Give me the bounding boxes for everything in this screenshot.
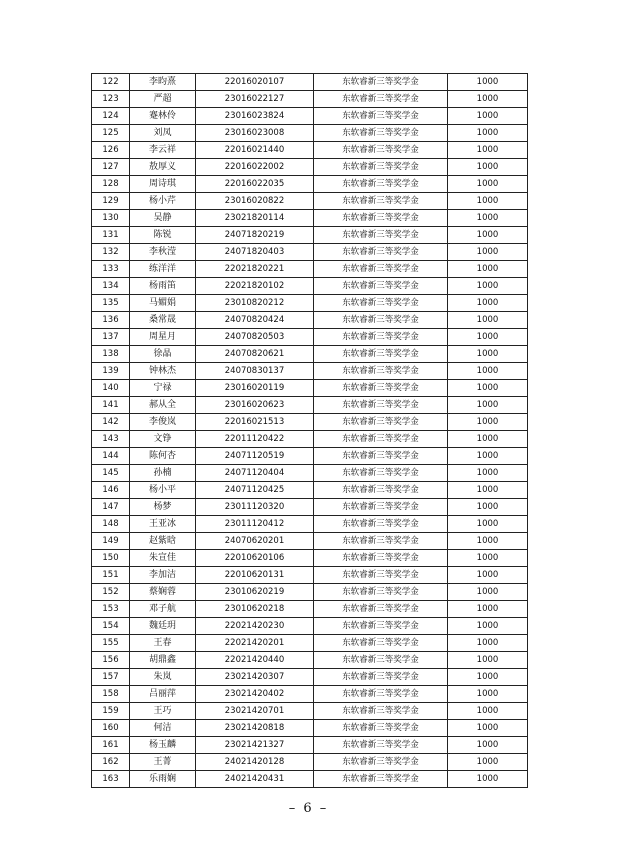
student-id-cell: 23010620218 bbox=[196, 601, 314, 618]
award-name-cell: 东软睿新三等奖学金 bbox=[314, 618, 448, 635]
table-row bbox=[92, 720, 528, 737]
award-name-cell: 东软睿新三等奖学金 bbox=[314, 771, 448, 788]
award-amount-cell: 1000 bbox=[448, 448, 528, 465]
student-name-cell: 桑常晟 bbox=[130, 312, 196, 329]
student-id-cell: 24070820424 bbox=[196, 312, 314, 329]
student-name-cell: 朱岚 bbox=[130, 669, 196, 686]
student-id-cell: 22021820221 bbox=[196, 261, 314, 278]
table-row bbox=[92, 737, 528, 754]
table-row bbox=[92, 193, 528, 210]
student-id-cell: 23011120412 bbox=[196, 516, 314, 533]
table-row bbox=[92, 686, 528, 703]
award-amount-cell: 1000 bbox=[448, 754, 528, 771]
row-number-cell: 159 bbox=[92, 703, 130, 720]
row-number-cell: 125 bbox=[92, 125, 130, 142]
table-row bbox=[92, 533, 528, 550]
row-number-cell: 135 bbox=[92, 295, 130, 312]
award-amount-cell: 1000 bbox=[448, 737, 528, 754]
student-name-cell: 练洋洋 bbox=[130, 261, 196, 278]
student-id-cell: 23016020119 bbox=[196, 380, 314, 397]
award-name-cell: 东软睿新三等奖学金 bbox=[314, 261, 448, 278]
row-number-cell: 129 bbox=[92, 193, 130, 210]
award-amount-cell: 1000 bbox=[448, 397, 528, 414]
award-name-cell: 东软睿新三等奖学金 bbox=[314, 380, 448, 397]
award-amount-cell: 1000 bbox=[448, 346, 528, 363]
award-name-cell: 东软睿新三等奖学金 bbox=[314, 74, 448, 91]
award-name-cell: 东软睿新三等奖学金 bbox=[314, 329, 448, 346]
student-name-cell: 何洁 bbox=[130, 720, 196, 737]
row-number-cell: 144 bbox=[92, 448, 130, 465]
award-amount-cell: 1000 bbox=[448, 550, 528, 567]
student-name-cell: 杨小芹 bbox=[130, 193, 196, 210]
row-number-cell: 138 bbox=[92, 346, 130, 363]
student-id-cell: 23021420818 bbox=[196, 720, 314, 737]
student-id-cell: 23010820212 bbox=[196, 295, 314, 312]
page-number: – 6 – bbox=[288, 801, 329, 816]
student-name-cell: 马媚娟 bbox=[130, 295, 196, 312]
student-id-cell: 23010620219 bbox=[196, 584, 314, 601]
table-row bbox=[92, 108, 528, 125]
table-row bbox=[92, 499, 528, 516]
student-name-cell: 杨雨笛 bbox=[130, 278, 196, 295]
row-number-cell: 128 bbox=[92, 176, 130, 193]
award-name-cell: 东软睿新三等奖学金 bbox=[314, 482, 448, 499]
award-amount-cell: 1000 bbox=[448, 414, 528, 431]
award-amount-cell: 1000 bbox=[448, 771, 528, 788]
row-number-cell: 153 bbox=[92, 601, 130, 618]
student-name-cell: 魏廷玥 bbox=[130, 618, 196, 635]
award-name-cell: 东软睿新三等奖学金 bbox=[314, 448, 448, 465]
table-row bbox=[92, 431, 528, 448]
table-row bbox=[92, 465, 528, 482]
student-id-cell: 24071820219 bbox=[196, 227, 314, 244]
row-number-cell: 132 bbox=[92, 244, 130, 261]
student-id-cell: 23016020623 bbox=[196, 397, 314, 414]
student-name-cell: 蹇林伶 bbox=[130, 108, 196, 125]
table-row bbox=[92, 397, 528, 414]
table-row bbox=[92, 295, 528, 312]
row-number-cell: 139 bbox=[92, 363, 130, 380]
row-number-cell: 162 bbox=[92, 754, 130, 771]
student-name-cell: 李昀熹 bbox=[130, 74, 196, 91]
student-name-cell: 李俊岚 bbox=[130, 414, 196, 431]
student-name-cell: 杨梦 bbox=[130, 499, 196, 516]
table-row bbox=[92, 159, 528, 176]
student-id-cell: 22016021513 bbox=[196, 414, 314, 431]
table-row bbox=[92, 669, 528, 686]
row-number-cell: 137 bbox=[92, 329, 130, 346]
award-name-cell: 东软睿新三等奖学金 bbox=[314, 533, 448, 550]
row-number-cell: 141 bbox=[92, 397, 130, 414]
student-name-cell: 敖厚义 bbox=[130, 159, 196, 176]
award-amount-cell: 1000 bbox=[448, 244, 528, 261]
award-name-cell: 东软睿新三等奖学金 bbox=[314, 567, 448, 584]
student-name-cell: 郝从全 bbox=[130, 397, 196, 414]
award-name-cell: 东软睿新三等奖学金 bbox=[314, 363, 448, 380]
student-name-cell: 严超 bbox=[130, 91, 196, 108]
award-name-cell: 东软睿新三等奖学金 bbox=[314, 550, 448, 567]
student-name-cell: 王春 bbox=[130, 635, 196, 652]
award-name-cell: 东软睿新三等奖学金 bbox=[314, 295, 448, 312]
student-id-cell: 24071820403 bbox=[196, 244, 314, 261]
row-number-cell: 134 bbox=[92, 278, 130, 295]
table-row bbox=[92, 584, 528, 601]
table-row bbox=[92, 550, 528, 567]
student-id-cell: 24070820621 bbox=[196, 346, 314, 363]
student-id-cell: 24070820503 bbox=[196, 329, 314, 346]
award-amount-cell: 1000 bbox=[448, 125, 528, 142]
award-amount-cell: 1000 bbox=[448, 533, 528, 550]
table-row bbox=[92, 74, 528, 91]
student-id-cell: 22010620106 bbox=[196, 550, 314, 567]
table-row bbox=[92, 210, 528, 227]
award-amount-cell: 1000 bbox=[448, 618, 528, 635]
award-name-cell: 东软睿新三等奖学金 bbox=[314, 346, 448, 363]
student-id-cell: 22021820102 bbox=[196, 278, 314, 295]
row-number-cell: 148 bbox=[92, 516, 130, 533]
student-id-cell: 22016021440 bbox=[196, 142, 314, 159]
student-id-cell: 23016023008 bbox=[196, 125, 314, 142]
row-number-cell: 124 bbox=[92, 108, 130, 125]
student-id-cell: 23016023824 bbox=[196, 108, 314, 125]
award-name-cell: 东软睿新三等奖学金 bbox=[314, 159, 448, 176]
student-id-cell: 24070620201 bbox=[196, 533, 314, 550]
row-number-cell: 127 bbox=[92, 159, 130, 176]
award-name-cell: 东软睿新三等奖学金 bbox=[314, 210, 448, 227]
student-id-cell: 24071120404 bbox=[196, 465, 314, 482]
student-name-cell: 杨小平 bbox=[130, 482, 196, 499]
student-name-cell: 杨玉麟 bbox=[130, 737, 196, 754]
student-name-cell: 胡鼎鑫 bbox=[130, 652, 196, 669]
row-number-cell: 160 bbox=[92, 720, 130, 737]
award-name-cell: 东软睿新三等奖学金 bbox=[314, 499, 448, 516]
student-id-cell: 23021420701 bbox=[196, 703, 314, 720]
student-name-cell: 王巧 bbox=[130, 703, 196, 720]
student-name-cell: 朱宣佳 bbox=[130, 550, 196, 567]
award-name-cell: 东软睿新三等奖学金 bbox=[314, 720, 448, 737]
award-name-cell: 东软睿新三等奖学金 bbox=[314, 686, 448, 703]
award-name-cell: 东软睿新三等奖学金 bbox=[314, 737, 448, 754]
award-name-cell: 东软睿新三等奖学金 bbox=[314, 244, 448, 261]
row-number-cell: 142 bbox=[92, 414, 130, 431]
table-row bbox=[92, 244, 528, 261]
table-row bbox=[92, 142, 528, 159]
student-id-cell: 22021420201 bbox=[196, 635, 314, 652]
award-name-cell: 东软睿新三等奖学金 bbox=[314, 652, 448, 669]
student-id-cell: 23016020822 bbox=[196, 193, 314, 210]
table-row bbox=[92, 482, 528, 499]
award-amount-cell: 1000 bbox=[448, 635, 528, 652]
award-name-cell: 东软睿新三等奖学金 bbox=[314, 635, 448, 652]
student-name-cell: 孙楠 bbox=[130, 465, 196, 482]
student-id-cell: 23021420402 bbox=[196, 686, 314, 703]
award-name-cell: 东软睿新三等奖学金 bbox=[314, 754, 448, 771]
student-name-cell: 王菁 bbox=[130, 754, 196, 771]
table-row bbox=[92, 601, 528, 618]
award-amount-cell: 1000 bbox=[448, 703, 528, 720]
row-number-cell: 158 bbox=[92, 686, 130, 703]
award-name-cell: 东软睿新三等奖学金 bbox=[314, 584, 448, 601]
row-number-cell: 126 bbox=[92, 142, 130, 159]
table-row bbox=[92, 380, 528, 397]
award-amount-cell: 1000 bbox=[448, 193, 528, 210]
table-row bbox=[92, 567, 528, 584]
award-name-cell: 东软睿新三等奖学金 bbox=[314, 227, 448, 244]
award-amount-cell: 1000 bbox=[448, 91, 528, 108]
table-row bbox=[92, 448, 528, 465]
award-amount-cell: 1000 bbox=[448, 567, 528, 584]
award-amount-cell: 1000 bbox=[448, 278, 528, 295]
table-row bbox=[92, 771, 528, 788]
award-name-cell: 东软睿新三等奖学金 bbox=[314, 414, 448, 431]
award-amount-cell: 1000 bbox=[448, 74, 528, 91]
student-name-cell: 陈何杏 bbox=[130, 448, 196, 465]
award-name-cell: 东软睿新三等奖学金 bbox=[314, 278, 448, 295]
table-row bbox=[92, 91, 528, 108]
student-name-cell: 刘凤 bbox=[130, 125, 196, 142]
student-id-cell: 24071120425 bbox=[196, 482, 314, 499]
award-amount-cell: 1000 bbox=[448, 601, 528, 618]
row-number-cell: 145 bbox=[92, 465, 130, 482]
student-id-cell: 23021820114 bbox=[196, 210, 314, 227]
award-amount-cell: 1000 bbox=[448, 499, 528, 516]
student-name-cell: 宁禄 bbox=[130, 380, 196, 397]
award-amount-cell: 1000 bbox=[448, 176, 528, 193]
row-number-cell: 143 bbox=[92, 431, 130, 448]
award-amount-cell: 1000 bbox=[448, 380, 528, 397]
award-amount-cell: 1000 bbox=[448, 159, 528, 176]
award-amount-cell: 1000 bbox=[448, 312, 528, 329]
row-number-cell: 131 bbox=[92, 227, 130, 244]
award-name-cell: 东软睿新三等奖学金 bbox=[314, 397, 448, 414]
row-number-cell: 154 bbox=[92, 618, 130, 635]
row-number-cell: 133 bbox=[92, 261, 130, 278]
row-number-cell: 136 bbox=[92, 312, 130, 329]
student-name-cell: 吴静 bbox=[130, 210, 196, 227]
award-name-cell: 东软睿新三等奖学金 bbox=[314, 601, 448, 618]
row-number-cell: 155 bbox=[92, 635, 130, 652]
row-number-cell: 122 bbox=[92, 74, 130, 91]
student-id-cell: 24070830137 bbox=[196, 363, 314, 380]
student-name-cell: 李云祥 bbox=[130, 142, 196, 159]
table-row bbox=[92, 261, 528, 278]
student-name-cell: 周星月 bbox=[130, 329, 196, 346]
student-name-cell: 赵紫晗 bbox=[130, 533, 196, 550]
row-number-cell: 157 bbox=[92, 669, 130, 686]
student-name-cell: 徐晶 bbox=[130, 346, 196, 363]
row-number-cell: 151 bbox=[92, 567, 130, 584]
award-amount-cell: 1000 bbox=[448, 261, 528, 278]
award-amount-cell: 1000 bbox=[448, 652, 528, 669]
table-row bbox=[92, 754, 528, 771]
award-name-cell: 东软睿新三等奖学金 bbox=[314, 516, 448, 533]
table-row bbox=[92, 329, 528, 346]
row-number-cell: 152 bbox=[92, 584, 130, 601]
student-id-cell: 22016022035 bbox=[196, 176, 314, 193]
row-number-cell: 156 bbox=[92, 652, 130, 669]
award-name-cell: 东软睿新三等奖学金 bbox=[314, 193, 448, 210]
award-name-cell: 东软睿新三等奖学金 bbox=[314, 125, 448, 142]
award-amount-cell: 1000 bbox=[448, 227, 528, 244]
award-amount-cell: 1000 bbox=[448, 720, 528, 737]
award-name-cell: 东软睿新三等奖学金 bbox=[314, 465, 448, 482]
table-row bbox=[92, 312, 528, 329]
student-name-cell: 蔡娴蓉 bbox=[130, 584, 196, 601]
row-number-cell: 140 bbox=[92, 380, 130, 397]
award-name-cell: 东软睿新三等奖学金 bbox=[314, 703, 448, 720]
student-name-cell: 陈锐 bbox=[130, 227, 196, 244]
student-id-cell: 24021420431 bbox=[196, 771, 314, 788]
award-amount-cell: 1000 bbox=[448, 295, 528, 312]
table-row bbox=[92, 227, 528, 244]
student-name-cell: 王亚冰 bbox=[130, 516, 196, 533]
table-row bbox=[92, 125, 528, 142]
award-amount-cell: 1000 bbox=[448, 465, 528, 482]
student-id-cell: 22021420230 bbox=[196, 618, 314, 635]
student-id-cell: 22016020107 bbox=[196, 74, 314, 91]
table-row bbox=[92, 278, 528, 295]
award-amount-cell: 1000 bbox=[448, 329, 528, 346]
table-row bbox=[92, 176, 528, 193]
table-row bbox=[92, 703, 528, 720]
award-amount-cell: 1000 bbox=[448, 142, 528, 159]
award-amount-cell: 1000 bbox=[448, 686, 528, 703]
table-row bbox=[92, 635, 528, 652]
student-name-cell: 邓子航 bbox=[130, 601, 196, 618]
award-amount-cell: 1000 bbox=[448, 516, 528, 533]
student-id-cell: 22016022002 bbox=[196, 159, 314, 176]
student-id-cell: 22021420440 bbox=[196, 652, 314, 669]
award-amount-cell: 1000 bbox=[448, 210, 528, 227]
row-number-cell: 149 bbox=[92, 533, 130, 550]
row-number-cell: 161 bbox=[92, 737, 130, 754]
student-id-cell: 23016022127 bbox=[196, 91, 314, 108]
award-name-cell: 东软睿新三等奖学金 bbox=[314, 176, 448, 193]
student-name-cell: 吕丽萍 bbox=[130, 686, 196, 703]
award-name-cell: 东软睿新三等奖学金 bbox=[314, 108, 448, 125]
scholarship-table-body bbox=[92, 74, 528, 788]
row-number-cell: 146 bbox=[92, 482, 130, 499]
student-name-cell: 文铮 bbox=[130, 431, 196, 448]
student-id-cell: 24021420128 bbox=[196, 754, 314, 771]
award-name-cell: 东软睿新三等奖学金 bbox=[314, 431, 448, 448]
award-amount-cell: 1000 bbox=[448, 482, 528, 499]
row-number-cell: 150 bbox=[92, 550, 130, 567]
row-number-cell: 130 bbox=[92, 210, 130, 227]
table-row bbox=[92, 652, 528, 669]
table-row bbox=[92, 516, 528, 533]
row-number-cell: 123 bbox=[92, 91, 130, 108]
award-name-cell: 东软睿新三等奖学金 bbox=[314, 91, 448, 108]
row-number-cell: 147 bbox=[92, 499, 130, 516]
award-amount-cell: 1000 bbox=[448, 669, 528, 686]
row-number-cell: 163 bbox=[92, 771, 130, 788]
table-row bbox=[92, 414, 528, 431]
student-name-cell: 李秋滢 bbox=[130, 244, 196, 261]
award-amount-cell: 1000 bbox=[448, 363, 528, 380]
student-id-cell: 22011120422 bbox=[196, 431, 314, 448]
student-id-cell: 23021420307 bbox=[196, 669, 314, 686]
award-amount-cell: 1000 bbox=[448, 108, 528, 125]
student-name-cell: 钟林杰 bbox=[130, 363, 196, 380]
table-row bbox=[92, 346, 528, 363]
student-id-cell: 23021421327 bbox=[196, 737, 314, 754]
award-name-cell: 东软睿新三等奖学金 bbox=[314, 669, 448, 686]
student-id-cell: 24071120519 bbox=[196, 448, 314, 465]
student-name-cell: 乐雨娴 bbox=[130, 771, 196, 788]
award-name-cell: 东软睿新三等奖学金 bbox=[314, 142, 448, 159]
table-row bbox=[92, 618, 528, 635]
scholarship-table bbox=[91, 73, 528, 788]
student-id-cell: 22010620131 bbox=[196, 567, 314, 584]
student-id-cell: 23011120320 bbox=[196, 499, 314, 516]
award-amount-cell: 1000 bbox=[448, 431, 528, 448]
student-name-cell: 李加洁 bbox=[130, 567, 196, 584]
award-amount-cell: 1000 bbox=[448, 584, 528, 601]
award-name-cell: 东软睿新三等奖学金 bbox=[314, 312, 448, 329]
student-name-cell: 周诗琪 bbox=[130, 176, 196, 193]
table-row bbox=[92, 363, 528, 380]
